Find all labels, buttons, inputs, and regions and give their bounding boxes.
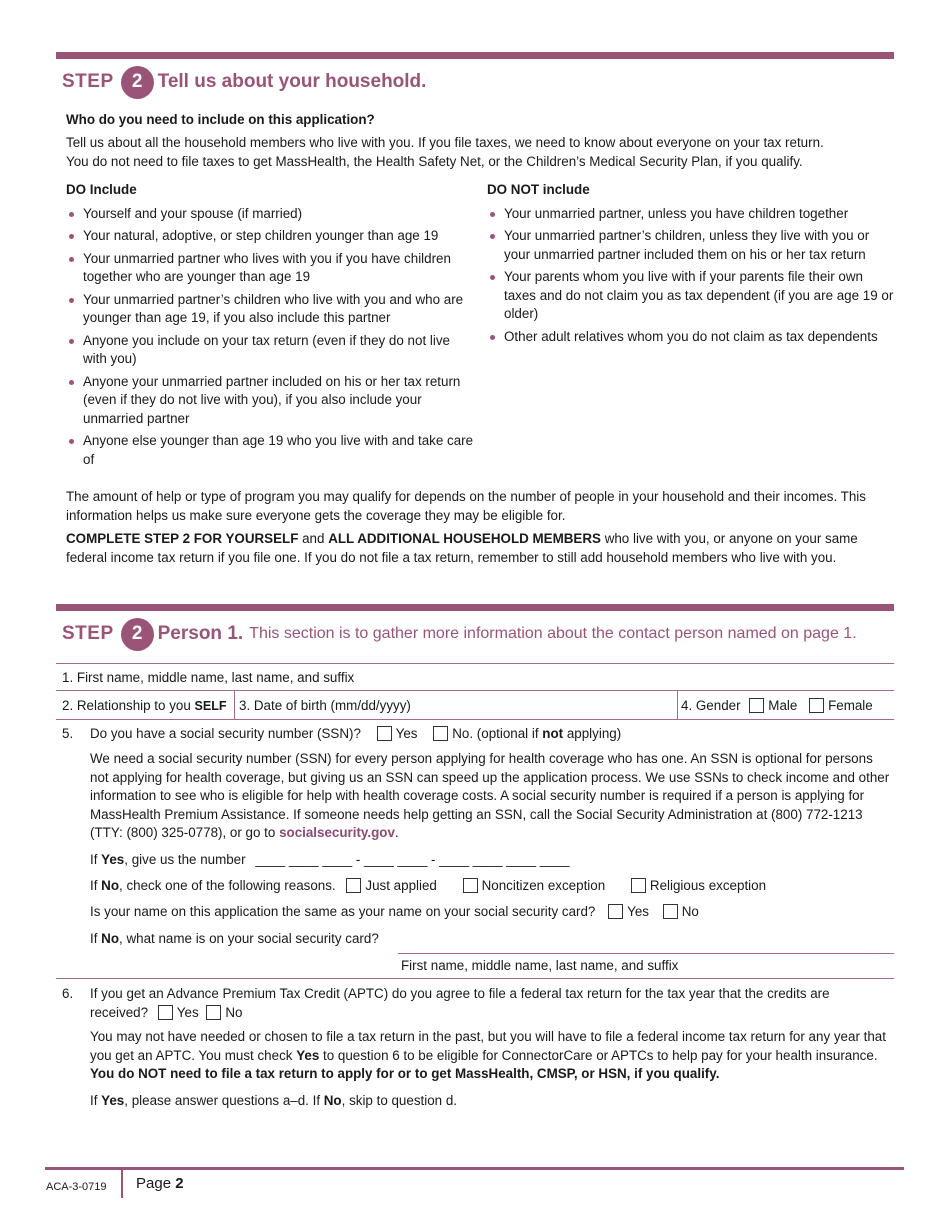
card-name-underline: [398, 953, 894, 954]
name-field[interactable]: [62, 669, 892, 687]
q6-number: 6.: [62, 986, 74, 1001]
same-name-no-option[interactable]: [663, 904, 699, 919]
q5-no-option[interactable]: [433, 726, 621, 741]
intro-question: Who do you need to include on this application?: [66, 112, 375, 127]
step-number-badge: 2: [121, 66, 154, 99]
complete-rest: who live with you, or anyone on your same federal income tax return if you file one. If you do not file a tax return, remember to still add household members who live with you.: [66, 531, 858, 565]
page-label: Page: [136, 1175, 172, 1192]
complete-bold-1: COMPLETE STEP 2 FOR YOURSELF: [66, 531, 299, 546]
q6-question: [90, 985, 890, 1022]
same-name-yes-option[interactable]: [608, 904, 649, 919]
do-not-include-section: [487, 181, 897, 350]
same-name-question: Is your name on this application the same as your name on your social security card?: [90, 904, 596, 919]
q5-no-pre: No. (optional if: [452, 726, 543, 741]
amount-paragraph: The amount of help or type of program you may qualify for depends on the number of people in your household and their incomes. This information helps us make sure everyone gets the coverage they may be eligible for.: [66, 489, 866, 523]
relationship-label: 2. Relationship to you: [62, 698, 191, 713]
ssn-paragraph-text: We need a social security number (SSN) for every person applying for health coverage who has one. An SSN is optional for persons not applying for health coverage, but giving us an SSN can speed up the application process. We use SSNs to check income and other information to see who is eligible for help with health coverage costs. A social security number is required if a person is applying for MassHealth Premium Assistance. If someone needs help getting an SSN, call the Social Security Administration at (800) 772-1213 (TTY: (800) 325-0778), or go to: [90, 751, 890, 840]
q5-yes-label: Yes: [395, 726, 418, 741]
person-title: Person 1.: [157, 623, 244, 645]
person-subtitle: This section is to gather more information about the contact person named on page 1.: [249, 625, 857, 643]
relationship-field: [62, 697, 226, 716]
q6-no-label: No: [225, 1004, 243, 1020]
q5-yes-option[interactable]: [377, 726, 418, 741]
q6-para-a: You may not have needed or chosen to file a tax return in the past, but you will have to file a federal income tax return for any year that you get an APTC. You must check: [90, 1029, 886, 1063]
ssn-input[interactable]: ____ ____ ____ - ____ ____ - ____ ____ ____ ____: [255, 852, 570, 867]
yes-bold: Yes: [101, 852, 125, 867]
male-checkbox[interactable]: [749, 698, 764, 713]
religious-checkbox[interactable]: [631, 878, 646, 893]
do-include-section: [66, 181, 474, 473]
q6-no-checkbox[interactable]: [206, 1005, 221, 1020]
same-name-yes-checkbox[interactable]: [608, 904, 623, 919]
give-number-text: , give us the number: [124, 852, 246, 867]
divider: [56, 719, 894, 720]
same-name-no-label: No: [681, 904, 699, 919]
yes-bold: Yes: [101, 1093, 125, 1108]
list-item: Anyone else younger than age 19 who you live with and take care of: [66, 432, 474, 469]
same-name-no-checkbox[interactable]: [663, 904, 678, 919]
if-text: If: [90, 878, 102, 893]
list-item: Your unmarried partner’s children, unless they live with you or your unmarried partner included them on his or her tax return: [487, 227, 897, 264]
q6-paragraph: [90, 1028, 890, 1084]
top-rule: [56, 52, 894, 59]
just-applied-checkbox[interactable]: [346, 878, 361, 893]
reason-just-applied-option[interactable]: [346, 878, 436, 893]
reason-religious-option[interactable]: [631, 878, 766, 893]
list-item: Your unmarried partner who lives with you if you have children together who are younger than age 19: [66, 250, 474, 287]
q5-no-bold: not: [542, 726, 564, 741]
reason-noncitizen-option[interactable]: [463, 878, 606, 893]
q6-question-text: If you get an Advance Premium Tax Credit (APTC) do you agree to file a federal tax return for the tax year that the credits are received?: [90, 986, 830, 1020]
q6-para-bold: You do NOT need to file a tax return to apply for or to get MassHealth, CMSP, or HSN, if you qualify.: [90, 1066, 720, 1081]
gender-field: [681, 697, 873, 716]
gender-male-option[interactable]: [749, 698, 797, 713]
no-bold: No: [101, 931, 120, 946]
noncitizen-label: Noncitizen exception: [481, 878, 606, 893]
q6-yes-label: Yes: [176, 1004, 199, 1020]
list-item: Other adult relatives whom you do not claim as tax dependents: [487, 328, 897, 347]
noncitizen-checkbox[interactable]: [463, 878, 478, 893]
q5-question: Do you have a social security number (SSN)?: [90, 726, 361, 741]
do-include-list: [66, 205, 474, 470]
page-indicator: [136, 1175, 184, 1194]
q6-answer-a: , please answer questions a–d. If: [124, 1093, 324, 1108]
list-item: Your natural, adoptive, or step children younger than age 19: [66, 227, 474, 246]
list-item: Your unmarried partner’s children who live with you and who are younger than age 19, if you also include this partner: [66, 291, 474, 328]
ssn-link[interactable]: socialsecurity.gov: [279, 825, 395, 840]
list-item: Yourself and your spouse (if married): [66, 205, 474, 224]
female-label: Female: [828, 698, 873, 713]
religious-label: Religious exception: [649, 878, 767, 893]
page-number: 2: [175, 1175, 184, 1192]
if-text: If: [90, 852, 102, 867]
card-name-input[interactable]: [398, 932, 893, 952]
dob-label: 3. Date of birth (mm/dd/yyyy): [239, 698, 411, 713]
list-item: Your parents whom you live with if your parents file their own taxes and do not claim you as tax dependent (if you are age 19 or older): [487, 268, 897, 324]
person-step-label: STEP: [62, 623, 114, 645]
footer-rule: [45, 1167, 904, 1170]
q6-yes-checkbox[interactable]: [158, 1005, 173, 1020]
do-not-include-heading: DO NOT include: [487, 182, 590, 197]
divider: [56, 663, 894, 664]
complete-bold-2: ALL ADDITIONAL HOUSEHOLD MEMBERS: [328, 531, 601, 546]
just-applied-label: Just applied: [365, 878, 437, 893]
q5-yes-checkbox[interactable]: [377, 726, 392, 741]
no-bold: No: [323, 1093, 342, 1108]
step-label: STEP: [62, 71, 114, 93]
what-name-text: , what name is on your social security card?: [119, 931, 379, 946]
same-name-yes-label: Yes: [627, 904, 649, 919]
q6-instructions: [90, 1092, 457, 1111]
list-item: Anyone you include on your tax return (even if they do not live with you): [66, 332, 474, 369]
footer-divider: [121, 1170, 123, 1198]
dob-field[interactable]: [239, 697, 673, 715]
check-reasons-text: , check one of the following reasons.: [119, 878, 336, 893]
intro-line-1: Tell us about all the household members who live with you. If you file taxes, we need to know about everyone on your tax return.: [66, 135, 824, 150]
q6-para-b: to question 6 to be eligible for ConnectorCare or APTCs to help pay for your health insurance.: [319, 1047, 878, 1063]
list-item: Anyone your unmarried partner included on his or her tax return (even if they do not live with you), if you also include your unmarried partner: [66, 373, 474, 429]
ssn-number-line: [90, 851, 570, 870]
divider: [56, 978, 894, 979]
intro-line-2: You do not need to file taxes to get MassHealth, the Health Safety Net, or the Children’s Medical Security Plan, if you qualify.: [66, 153, 803, 169]
complete-and: and: [298, 531, 329, 546]
person-header: [62, 618, 857, 651]
name-field-label: 1. First name, middle name, last name, and suffix: [62, 670, 355, 685]
q6-no-option[interactable]: [206, 1005, 242, 1020]
intro-text: [66, 134, 906, 171]
divider: [677, 691, 678, 719]
q5-no-checkbox[interactable]: [433, 726, 448, 741]
yes-bold: Yes: [296, 1047, 320, 1063]
person-rule: [56, 604, 894, 611]
relationship-value: SELF: [194, 699, 227, 713]
do-include-heading: DO Include: [66, 182, 137, 197]
q6-yes-option[interactable]: [158, 1005, 199, 1020]
no-bold: No: [101, 878, 120, 893]
step-title: Tell us about your household.: [157, 71, 427, 93]
same-name-line: [90, 903, 699, 922]
divider: [234, 691, 235, 719]
step-header: [62, 66, 426, 99]
q5-no-post: applying): [563, 726, 622, 741]
list-item: Your unmarried partner, unless you have children together: [487, 205, 897, 224]
gender-female-option[interactable]: [809, 698, 873, 713]
complete-paragraph: [66, 530, 886, 567]
form-code: ACA-3-0719: [46, 1181, 107, 1193]
do-not-include-list: [487, 205, 897, 347]
card-name-line: [90, 930, 379, 949]
ssn-reasons-line: [90, 877, 782, 896]
female-checkbox[interactable]: [809, 698, 824, 713]
if-text: If: [90, 1093, 102, 1108]
person-step-number-badge: 2: [121, 618, 154, 651]
ssn-paragraph: We need a social security number (SSN) for every person applying for health coverage who has one. An SSN is optional for persons not applying for health coverage, but giving us an SSN can speed up the application process. We use SSNs to check income and other information to see who is eligible for help with health coverage costs. A social security number is required if a person is applying for MassHealth Premium Assistance. If someone needs help getting an SSN, call the Social Security Administration at (800) 772-1213 (TTY: (800) 325-0778), or go to socialsecurity.gov.: [90, 751, 890, 840]
if-text: If: [90, 931, 102, 946]
gender-label: 4. Gender: [681, 698, 741, 713]
q5-number: 5.: [62, 726, 74, 741]
q6-answer-b: , skip to question d.: [341, 1093, 458, 1108]
divider: [56, 690, 894, 691]
male-label: Male: [768, 698, 798, 713]
q5-line: [90, 725, 621, 744]
card-name-caption: First name, middle name, last name, and suffix: [401, 958, 679, 973]
